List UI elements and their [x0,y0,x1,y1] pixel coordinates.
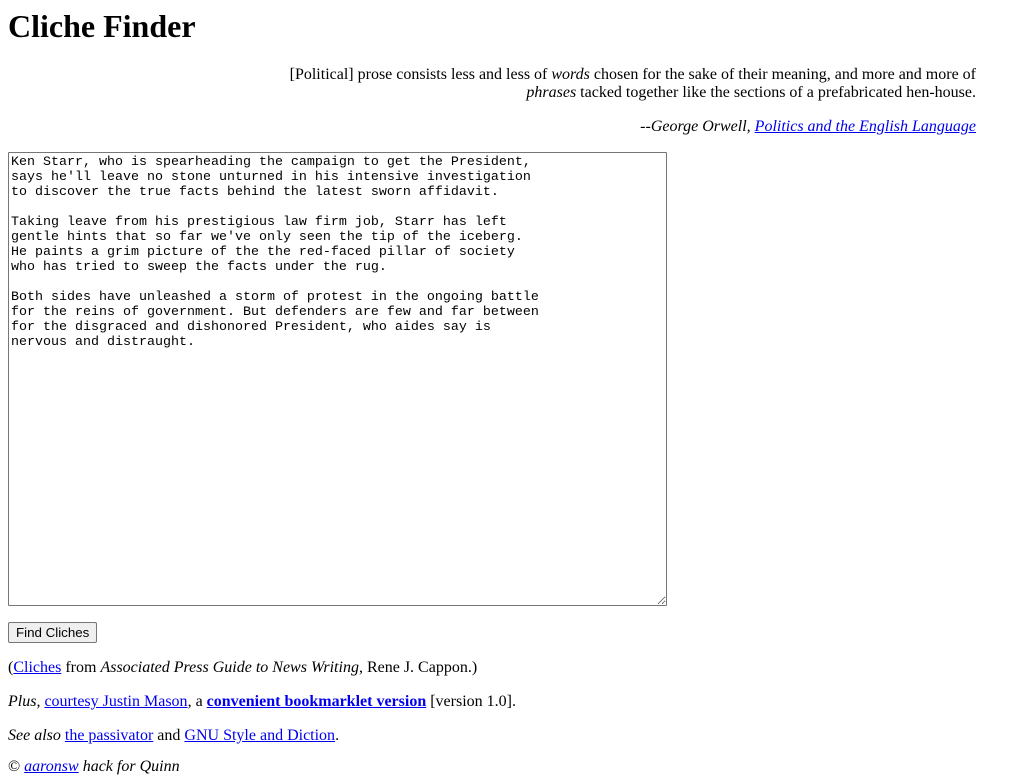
and-text: and [153,727,185,744]
version-text: [version 1.0]. [426,693,516,710]
footer-credit [8,758,180,776]
plus-label: Plus [8,693,37,710]
orwell-quote [276,66,976,102]
quinn-name: Quinn [139,758,180,775]
gnu-style-diction-link[interactable]: GNU Style and Diction [184,727,336,744]
page-title: Cliche Finder [8,8,196,44]
find-cliches-button[interactable]: Find Cliches [8,622,97,643]
cliches-link[interactable]: Cliches [13,659,62,676]
aaronsw-link[interactable]: aaronsw [24,758,79,775]
justin-mason-link[interactable]: courtesy Justin Mason [44,693,188,710]
bookmarklet-credit [8,693,516,711]
quote-emphasis-words: words [551,66,590,83]
copyright-symbol: © [8,758,25,775]
passivator-link[interactable]: the passivator [64,727,154,744]
orwell-essay-link[interactable]: Politics and the English Language [754,118,976,135]
open-paren: ( [8,659,14,676]
quote-author: --George Orwell, [640,118,755,135]
see-also-label: See also [8,727,61,744]
comma-text: , [36,693,45,710]
quote-text-1: [Political] prose consists less and less of [289,66,552,83]
a-text: , a [187,693,207,710]
quote-text-3: tacked together like the sections of a prefabricated hen-house. [576,84,976,101]
from-text: from [61,659,101,676]
quote-attribution [640,118,976,136]
quote-text-2: chosen for the sake of their meaning, and more and more of [589,66,976,83]
see-also-line [8,727,339,745]
book-author: , Rene J. Cappon.) [358,659,478,676]
bookmarklet-link[interactable]: convenient bookmarklet version [206,693,427,710]
text-input-area[interactable] [8,152,667,606]
book-title: Associated Press Guide to News Writing [100,659,359,676]
quote-emphasis-phrases: phrases [526,84,577,101]
period-text: . [335,727,340,744]
cliches-source-credit [8,659,477,677]
hack-text: hack for [78,758,140,775]
